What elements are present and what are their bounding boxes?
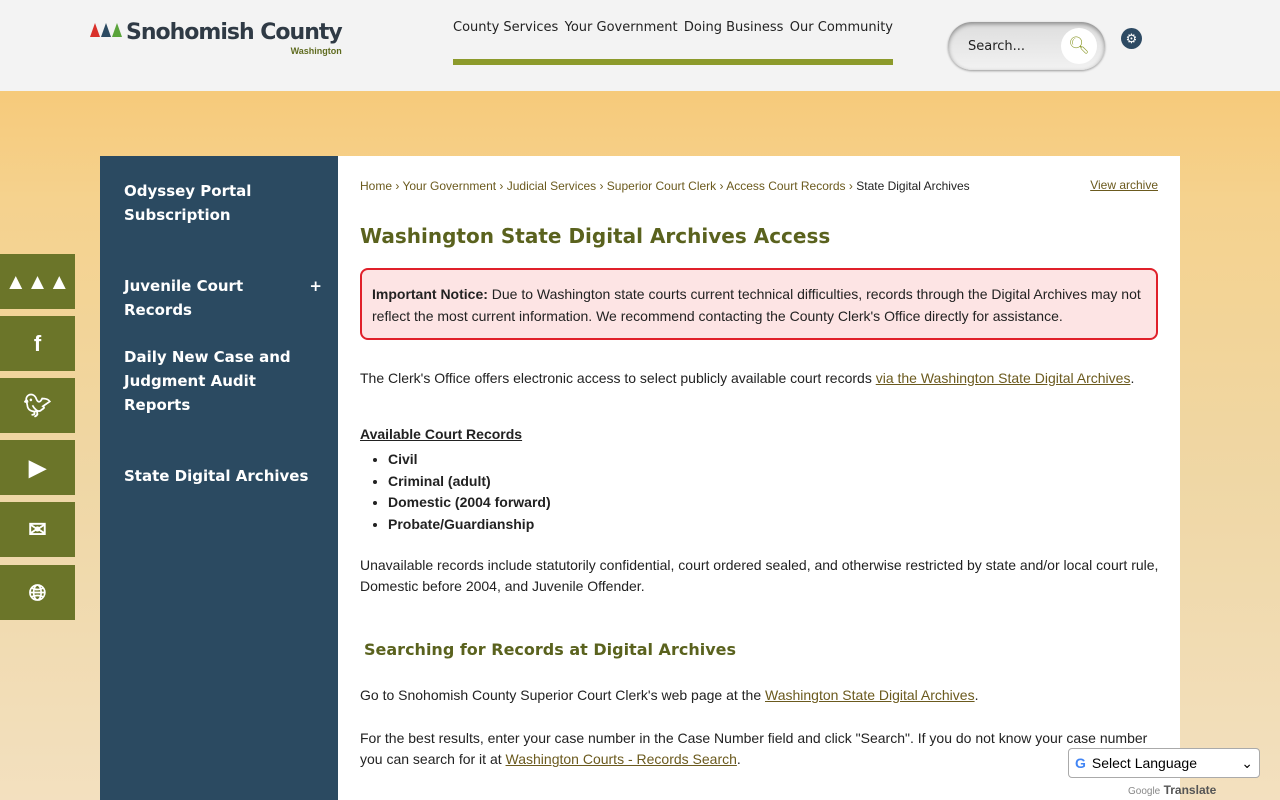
breadcrumb-judicial[interactable]: Judicial Services	[506, 179, 597, 193]
notice-label: Important Notice:	[372, 286, 488, 302]
county-logo-link[interactable]	[0, 254, 75, 309]
list-item: • Criminal (adult)	[388, 471, 551, 493]
page-title: Washington State Digital Archives Access	[360, 224, 831, 248]
sidebar	[100, 156, 338, 800]
email-icon: ✉	[28, 516, 47, 542]
county-logo[interactable]	[90, 20, 342, 56]
youtube-link[interactable]	[0, 440, 75, 495]
twitter-link[interactable]	[0, 378, 75, 433]
goto-paragraph	[360, 685, 1160, 706]
sidebar-item-juvenile[interactable]	[124, 274, 322, 322]
intro-text: The Clerk's Office offers electronic access to select publicly available court records	[360, 370, 876, 386]
list-item: • Domestic (2004 forward)	[388, 492, 551, 514]
available-records-heading: Available Court Records	[360, 426, 523, 442]
unavailable-paragraph: Unavailable records include statutorily confidential, court ordered sealed, and otherwise restricted by state and/or local court rule, Domestic before 2004, and Juvenile Offender.	[360, 557, 1159, 594]
digital-archives-link[interactable]: via the Washington State Digital Archives	[875, 370, 1131, 386]
google-g-icon: G	[1075, 755, 1086, 771]
translate-label: Translate	[1163, 783, 1217, 797]
trees-icon: ▲▲▲	[4, 268, 71, 294]
nav-doing-business[interactable]: Doing Business	[683, 20, 784, 35]
gear-icon[interactable]: ⚙	[1121, 28, 1142, 49]
logo-text: Snohomish County	[126, 20, 342, 45]
chevron-down-icon: ⌄	[1241, 754, 1253, 771]
search-icon: 🔍︎	[1068, 36, 1090, 56]
nav-underline	[453, 59, 893, 65]
youtube-icon: ▶	[29, 454, 46, 480]
expand-icon[interactable]: +	[309, 277, 322, 295]
goto-end: .	[974, 687, 979, 703]
sidebar-item-label: Juvenile Court Records	[124, 277, 244, 319]
search-input[interactable]	[948, 22, 1105, 70]
list-item: • Civil	[388, 449, 551, 471]
language-select-label: Select Language	[1091, 755, 1197, 771]
sidebar-item-daily-reports[interactable]: Daily New Case and Judgment Audit Reports	[124, 348, 291, 414]
search-placeholder: Search...	[968, 38, 1026, 54]
nav-your-government[interactable]: Your Government	[564, 20, 678, 35]
sidebar-item-odyssey[interactable]: Odyssey Portal Subscription	[124, 182, 252, 224]
globe-icon: 🌐︎	[28, 579, 47, 605]
breadcrumb: Home › Your Government › Judicial Services › Superior Court Clerk › Access Court Records › State Digital Archives	[360, 179, 970, 193]
sidebar-item-state-archives[interactable]: State Digital Archives	[124, 467, 309, 485]
google-label: Google	[1128, 786, 1161, 797]
nav-our-community[interactable]: Our Community	[789, 20, 893, 35]
logo-subtitle: Washington	[290, 46, 342, 56]
best-results-paragraph	[360, 728, 1160, 770]
breadcrumb-home[interactable]: Home	[360, 179, 393, 193]
notice-text: Due to Washington state courts current technical difficulties, records through the Digital Archives may not reflect the most current information. We recommend contacting the County Clerk's Office directly for assistance.	[372, 286, 1141, 324]
digital-archives-link-2[interactable]: Washington State Digital Archives	[765, 687, 975, 703]
breadcrumb-government[interactable]: Your Government	[402, 179, 497, 193]
twitter-icon: 🐦︎	[23, 392, 52, 418]
intro-paragraph	[360, 368, 1160, 389]
facebook-icon: f	[33, 330, 42, 356]
breadcrumb-access[interactable]: Access Court Records	[726, 179, 846, 193]
header	[0, 0, 1280, 91]
breadcrumb-clerk[interactable]: Superior Court Clerk	[606, 179, 717, 193]
best-end: .	[736, 751, 741, 767]
section-heading: Searching for Records at Digital Archives	[364, 640, 736, 659]
translate-link[interactable]	[0, 565, 75, 620]
goto-text: Go to Snohomish County Superior Court Clerk's web page at the	[360, 687, 765, 703]
important-notice	[360, 268, 1158, 340]
main-nav	[453, 20, 893, 35]
intro-end: .	[1130, 370, 1135, 386]
google-translate-credit	[1128, 783, 1216, 797]
list-item: • Probate/Guardianship	[388, 514, 551, 536]
nav-county-services[interactable]: County Services	[453, 20, 559, 35]
language-select[interactable]	[1068, 748, 1260, 778]
breadcrumb-current: State Digital Archives	[856, 179, 970, 193]
best-text: For the best results, enter your case number in the Case Number field and click "Search". If you do not know your case number you can search for it at	[360, 730, 1148, 767]
records-list	[388, 449, 551, 535]
email-link[interactable]	[0, 502, 75, 557]
logo-trees-icon	[90, 23, 122, 37]
records-search-link[interactable]: Washington Courts - Records Search	[505, 751, 737, 767]
search-button[interactable]	[1061, 28, 1097, 64]
main-content	[338, 156, 1180, 800]
view-archive-link[interactable]: View archive	[1090, 178, 1158, 192]
facebook-link[interactable]	[0, 316, 75, 371]
